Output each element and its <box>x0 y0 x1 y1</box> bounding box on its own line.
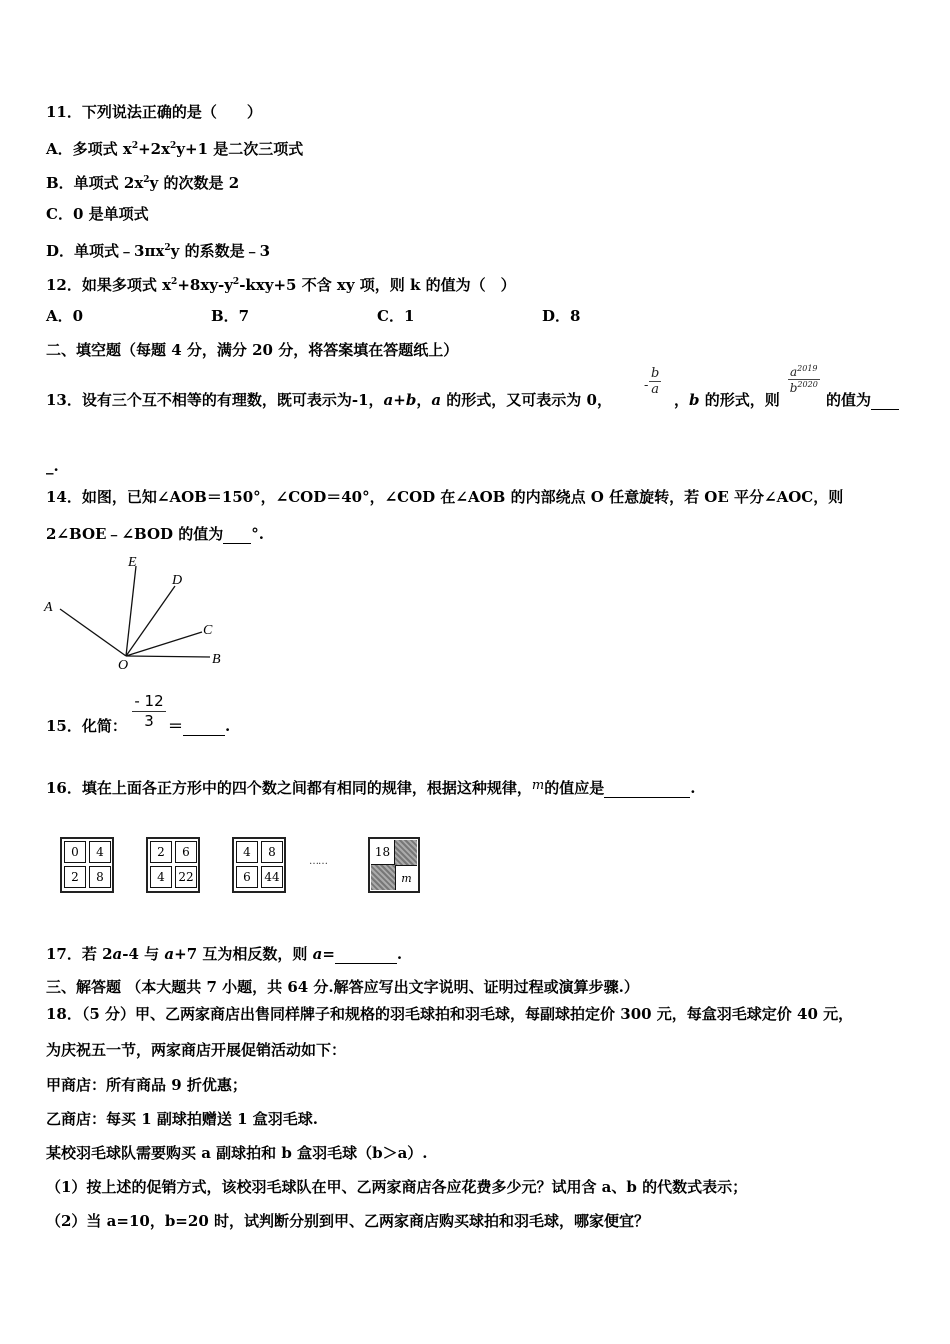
q11-option-a[interactable]: A．多项式 $x^2+2x^2y+1$ 是二次三项式 <box>46 140 304 158</box>
square-1-bottom-right: 8 <box>89 866 111 888</box>
q16-square-2 <box>146 837 200 893</box>
square-3-top-right: 8 <box>261 841 283 863</box>
section-3-heading: 三、解答题 （本大题共 7 小题，共 64 分.解答应写出文字说明、证明过程或演算步骤.） <box>46 978 639 996</box>
q14-line-2: 2∠BOE﹣∠BOD 的值为 °. <box>46 525 265 543</box>
section-2-heading: 二、填空题（每题 4 分，满分 20 分，将答案填在答题纸上） <box>46 341 459 359</box>
q15-prefix: 15．化简： <box>46 717 127 735</box>
q18-line-2: 为庆祝五一节，两家商店开展促销活动如下： <box>46 1041 347 1059</box>
square-3-top-left: 4 <box>236 841 258 863</box>
square-3-bottom-right: 44 <box>261 866 283 888</box>
ray-OC <box>126 632 202 656</box>
square-last-top-left: 18 <box>371 840 395 865</box>
q14-answer-blank[interactable] <box>223 529 251 544</box>
q13-fraction-b-over-a: - b a <box>644 366 660 397</box>
q16-answer-blank[interactable] <box>604 783 690 798</box>
label-C: C <box>203 623 213 638</box>
q12-option-a[interactable]: A．0 <box>46 307 84 325</box>
q13-text-2: ，b 的形式，则 <box>674 391 780 409</box>
q11-option-d[interactable]: D．单项式$﹣3\pi x^2y$ 的系数是﹣3 <box>46 242 271 260</box>
q11-option-c[interactable]: C．0 是单项式 <box>46 205 149 223</box>
q15-fraction: - 12 3 <box>132 692 166 730</box>
q16-ellipsis: …… <box>309 856 327 867</box>
square-2-bottom-right: 22 <box>175 866 197 888</box>
q13-text-3: 的值为 <box>826 390 899 410</box>
label-D: D <box>172 573 183 588</box>
ray-OD <box>126 586 175 656</box>
q13-text: 13．设有三个互不相等的有理数，既可表示为-1，a+b，a 的形式，又可表示为 0， <box>46 391 612 409</box>
q18-line-1: 18．（5 分）甲、乙两家商店出售同样牌子和规格的羽毛球拍和羽毛球，每副球拍定价 300 元，每盒羽毛球定价 40 元， <box>46 1005 854 1023</box>
square-1-top-right: 4 <box>89 841 111 863</box>
q18-line-3: 甲商店：所有商品 9 折优惠； <box>46 1076 247 1094</box>
q17-text: 17．若 2a-4 与 a+7 互为相反数，则 a= . <box>46 945 403 963</box>
q11-option-b[interactable]: B．单项式 $2x^2y$ 的次数是 2 <box>46 174 240 192</box>
q18-line-4: 乙商店：每买 1 副球拍赠送 1 盒羽毛球. <box>46 1110 318 1128</box>
square-2-top-left: 2 <box>150 841 172 863</box>
label-B: B <box>212 652 221 667</box>
q18-line-5: 某校羽毛球队需要购买 a 副球拍和 b 盒羽毛球（b＞a）. <box>46 1144 428 1162</box>
q13-answer-blank[interactable] <box>871 395 899 410</box>
label-E: E <box>128 555 137 570</box>
ray-OB <box>126 656 210 657</box>
q16-square-3 <box>232 837 286 893</box>
q15-answer-blank[interactable] <box>183 721 225 736</box>
q12-option-d[interactable]: D．8 <box>542 307 581 325</box>
q12-option-b[interactable]: B．7 <box>211 307 250 325</box>
q18-sub-2: （2）当 a=10，b=20 时，试判断分别到甲、乙两家商店购买球拍和羽毛球，哪家便宜？ <box>46 1212 649 1230</box>
q14-angle-diagram <box>40 550 240 674</box>
label-A: A <box>44 600 53 615</box>
ray-OA <box>60 609 126 656</box>
q12-option-c[interactable]: C．1 <box>377 307 415 325</box>
square-last-top-right-shaded <box>395 840 417 865</box>
q18-sub-1: （1）按上述的促销方式，该校羽毛球队在甲、乙两家商店各应花费多少元？试用含 a、b 的代数式表示； <box>46 1178 748 1196</box>
square-3-bottom-left: 6 <box>236 866 258 888</box>
q11-stem: 11．下列说法正确的是（ ） <box>46 103 262 121</box>
square-last-bottom-left-shaded <box>371 865 395 890</box>
label-O: O <box>118 658 129 673</box>
q12-stem: 12．如果多项式 $x^2+8xy-y^2-kxy+5$ 不含 xy 项，则 k 的值为（ ） <box>46 276 516 294</box>
q16-text: 16．填在上面各正方形中的四个数之间都有相同的规律，根据这种规律，m的值应是 . <box>46 778 696 797</box>
q17-answer-blank[interactable] <box>335 949 397 964</box>
square-1-top-left: 0 <box>64 841 86 863</box>
q14-line-1: 14．如图，已知∠AOB＝150°，∠COD＝40°，∠COD 在∠AOB 的内部绕点 O 任意旋转，若 OE 平分∠AOC，则 <box>46 488 844 506</box>
q13-fraction-power: $\frac{a^{2019}}{b^{2020}}$ <box>789 364 818 395</box>
q16-square-last <box>368 837 420 893</box>
q15-equals: ＝ . <box>168 717 231 735</box>
q13-tail: _. <box>46 457 59 475</box>
square-2-top-right: 6 <box>175 841 197 863</box>
square-2-bottom-left: 4 <box>150 866 172 888</box>
square-1-bottom-left: 2 <box>64 866 86 888</box>
square-last-bottom-right: m <box>395 865 417 890</box>
q16-square-1 <box>60 837 114 893</box>
ray-OE <box>126 566 136 656</box>
